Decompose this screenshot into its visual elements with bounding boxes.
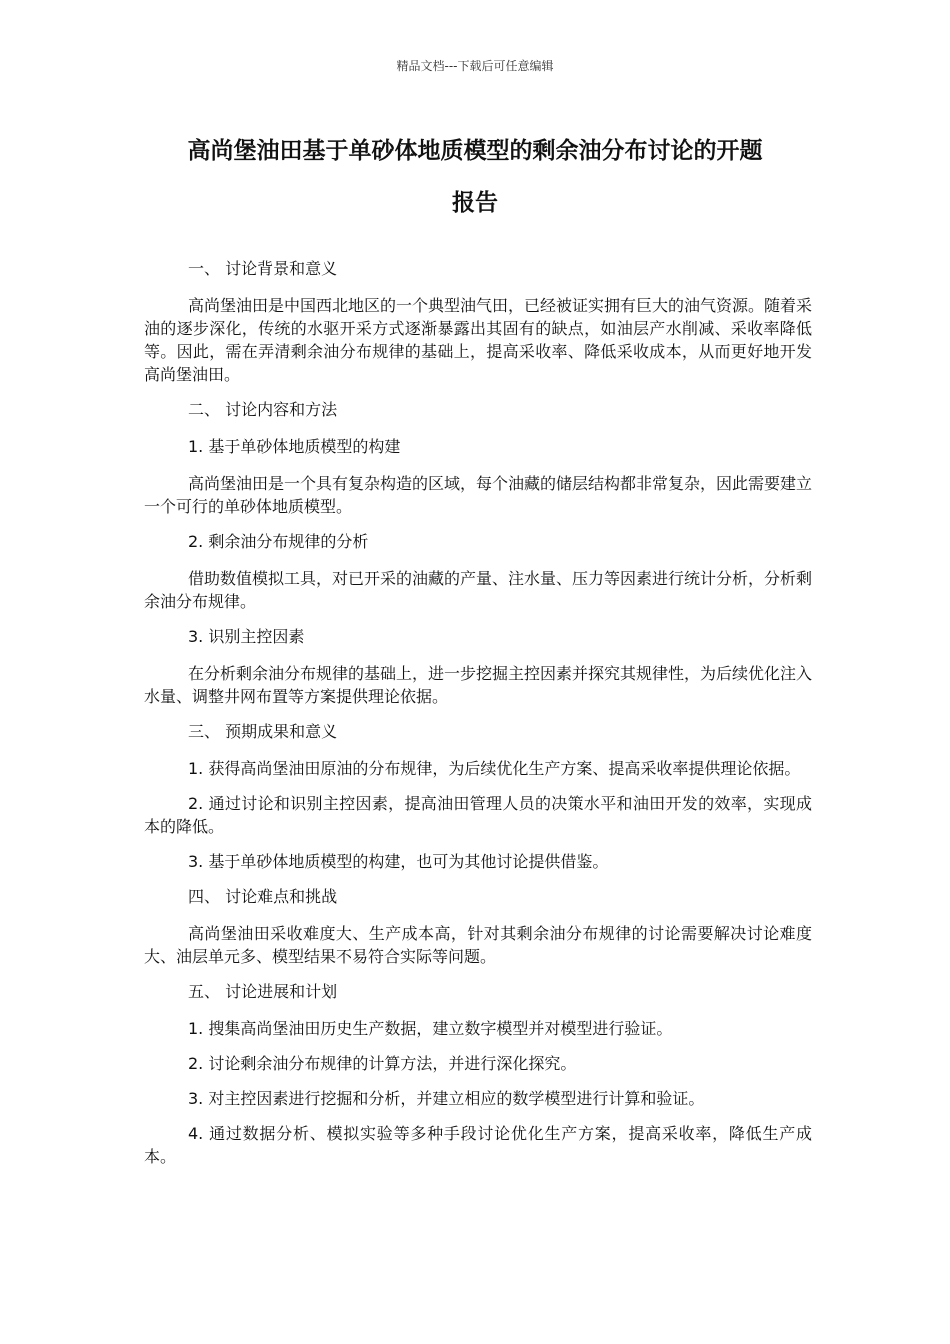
list-item: 2. 通过讨论和识别主控因素，提高油田管理人员的决策水平和油田开发的效率，实现成本的降低。: [144, 794, 812, 836]
header-note: 精品文档---下载后可任意编辑: [396, 59, 554, 73]
document-body: [144, 257, 812, 1180]
list-item: 4. 通过数据分析、模拟实验等多种手段讨论优化生产方案，提高采收率，降低生产成本。: [144, 1124, 812, 1166]
body-paragraph: 高尚堡油田采收难度大、生产成本高，针对其剩余油分布规律的讨论需要解决讨论难度大、油层单元多、模型结果不易符合实际等问题。: [144, 924, 812, 966]
section-heading: 三、 预期成果和意义: [188, 722, 338, 741]
section-heading: 二、 讨论内容和方法: [188, 400, 338, 419]
list-item: 1. 搜集高尚堡油田历史生产数据，建立数字模型并对模型进行验证。: [188, 1019, 673, 1038]
body-paragraph: 借助数值模拟工具，对已开采的油藏的产量、注水量、压力等因素进行统计分析，分析剩余油分布规律。: [144, 569, 813, 611]
list-item: 3. 对主控因素进行挖掘和分析，并建立相应的数学模型进行计算和验证。: [188, 1089, 705, 1108]
body-paragraph: 高尚堡油田是一个具有复杂构造的区域，每个油藏的储层结构都非常复杂，因此需要建立一个可行的单砂体地质模型。: [144, 474, 813, 516]
list-item: 1. 获得高尚堡油田原油的分布规律，为后续优化生产方案、提高采收率提供理论依据。: [188, 759, 801, 778]
document-title-line-2: 报告: [452, 190, 498, 216]
list-item: 2. 讨论剩余油分布规律的计算方法，并进行深化探究。: [188, 1054, 577, 1073]
document-title-line-1: 高尚堡油田基于单砂体地质模型的剩余油分布讨论的开题: [187, 138, 763, 164]
subsection-heading: 1. 基于单砂体地质模型的构建: [188, 437, 401, 456]
body-paragraph: 在分析剩余油分布规律的基础上，进一步挖掘主控因素并探究其规律性，为后续优化注入水量、调整井网布置等方案提供理论依据。: [144, 664, 813, 706]
section-heading: 四、 讨论难点和挑战: [188, 887, 338, 906]
section-heading: 一、 讨论背景和意义: [188, 259, 338, 278]
subsection-heading: 2. 剩余油分布规律的分析: [188, 532, 369, 551]
section-heading: 五、 讨论进展和计划: [188, 982, 338, 1001]
subsection-heading: 3. 识别主控因素: [188, 627, 305, 646]
body-paragraph: 高尚堡油田是中国西北地区的一个典型油气田，已经被证实拥有巨大的油气资源。随着采油的逐步深化，传统的水驱开采方式逐渐暴露出其固有的缺点，如油层产水削减、采收率降低等。因此，需在弄清剩余油分布规律的基础上，提高采收率、降低采收成本，从而更好地开发高尚堡油田。: [144, 296, 813, 384]
list-item: 3. 基于单砂体地质模型的构建，也可为其他讨论提供借鉴。: [188, 852, 609, 871]
